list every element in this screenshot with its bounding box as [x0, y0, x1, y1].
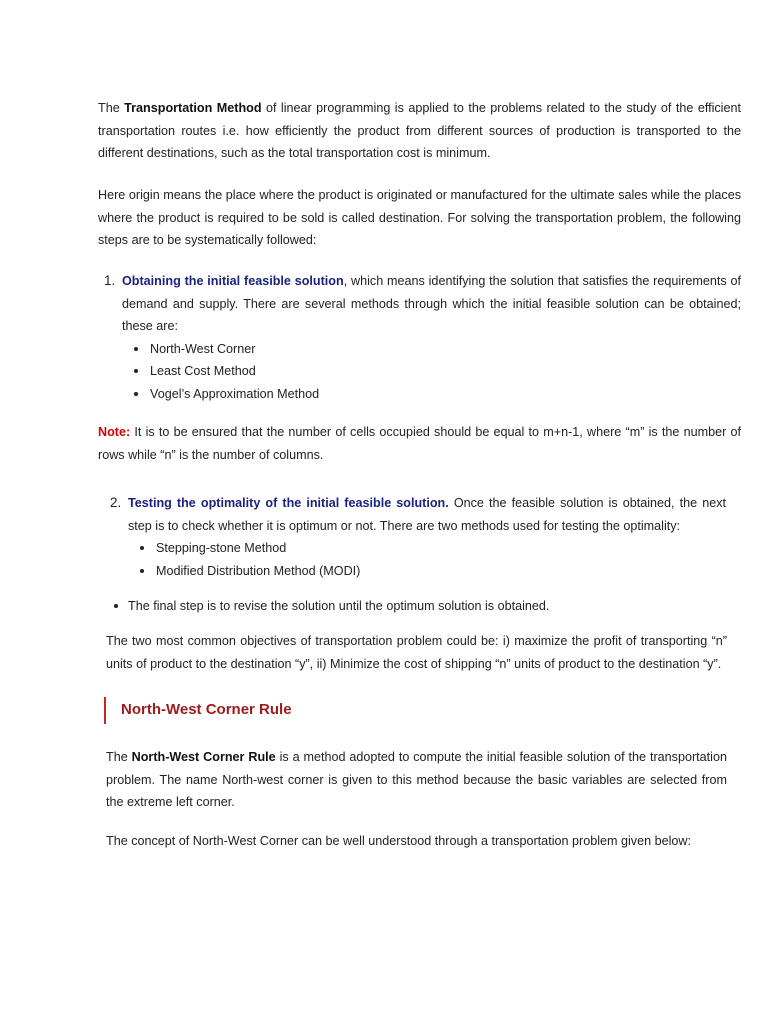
nw-post: is a method adopted to compute the initial feasible solution of the transportation problem. The name North-west corner is given to this method because the basic variables are selected from the extreme left corner.: [106, 750, 727, 809]
nw-bold-term: North-West Corner Rule: [131, 750, 276, 764]
note-text: It is to be ensured that the number of cells occupied should be equal to m+n-1, where “m” is the number of rows while “n” is the number of columns.: [98, 425, 741, 462]
method-label: Modified Distribution Method (MODI): [156, 563, 361, 578]
step-2: [110, 492, 726, 582]
step-2-text: Once the feasible solution is obtained, the next step is to check whether it is optimum or not. There are two methods used for testing the optimality:: [128, 496, 726, 533]
step-1-text: , which means identifying the solution that satisfies the requirements of demand and supply. There are several methods through which the initial feasible solution can be obtained; these are:: [122, 274, 741, 333]
objectives-paragraph: The two most common objectives of transportation problem could be: i) maximize the profit of transporting “n” units of product to the destination “y”, ii) Minimize the cost of shipping “n” units of product to the destination “y”.: [106, 634, 727, 671]
origin-paragraph: Here origin means the place where the product is originated or manufactured for the ultimate sales while the places where the product is required to be sold is called destination. For solving the transportation problem, the following steps are to be systematically followed:: [98, 188, 741, 247]
method-label: North-West Corner: [150, 341, 256, 356]
bullet-icon: [140, 569, 144, 573]
intro-bold-term: Transportation Method: [124, 101, 262, 115]
step-1-number: 1.: [104, 273, 116, 288]
step-1: [104, 270, 741, 405]
step-2-row: [110, 492, 726, 537]
method-label: Least Cost Method: [150, 364, 256, 378]
bullet-icon: [134, 392, 138, 396]
final-step-text: The final step is to revise the solution until the optimum solution is obtained.: [128, 599, 550, 613]
step-2-methods-list: [110, 537, 726, 582]
note-label: Note:: [98, 425, 131, 439]
list-item: [140, 537, 726, 560]
step-1-title: Obtaining the initial feasible solution: [122, 274, 344, 288]
intro-post: of linear programming is applied to the problems related to the study of the efficient transportation routes i.e. how efficiently the product from different sources of production is transported to the different destinations, such as the total transportation cost is minimum.: [98, 101, 741, 160]
bullet-icon: [134, 347, 138, 351]
intro-paragraph: [98, 97, 741, 165]
nw-pre: The: [106, 750, 132, 764]
section-heading-title: North-West Corner Rule: [121, 701, 292, 718]
list-item: [134, 360, 741, 383]
note-paragraph: [98, 421, 741, 466]
bullet-icon: [114, 604, 118, 608]
method-label: Stepping-stone Method: [156, 541, 287, 555]
bullet-icon: [140, 546, 144, 550]
intro-pre: The: [98, 101, 125, 115]
step-1-row: [104, 270, 741, 338]
list-item: [140, 560, 726, 583]
step-2-number: 2.: [110, 495, 122, 510]
concept-paragraph: The concept of North-West Corner can be well understood through a transportation problem given below:: [106, 834, 692, 848]
final-step-item: [114, 595, 741, 618]
heading-accent-bar: [104, 697, 106, 724]
list-item: [134, 338, 741, 361]
method-label: Vogel’s Approximation Method: [150, 386, 320, 401]
list-item: [134, 383, 741, 406]
nw-rule-paragraph: [106, 746, 727, 814]
step-2-title: Testing the optimality of the initial feasible solution.: [128, 496, 449, 510]
bullet-icon: [134, 369, 138, 373]
section-heading: [104, 697, 744, 725]
step-1-methods-list: [104, 338, 741, 406]
